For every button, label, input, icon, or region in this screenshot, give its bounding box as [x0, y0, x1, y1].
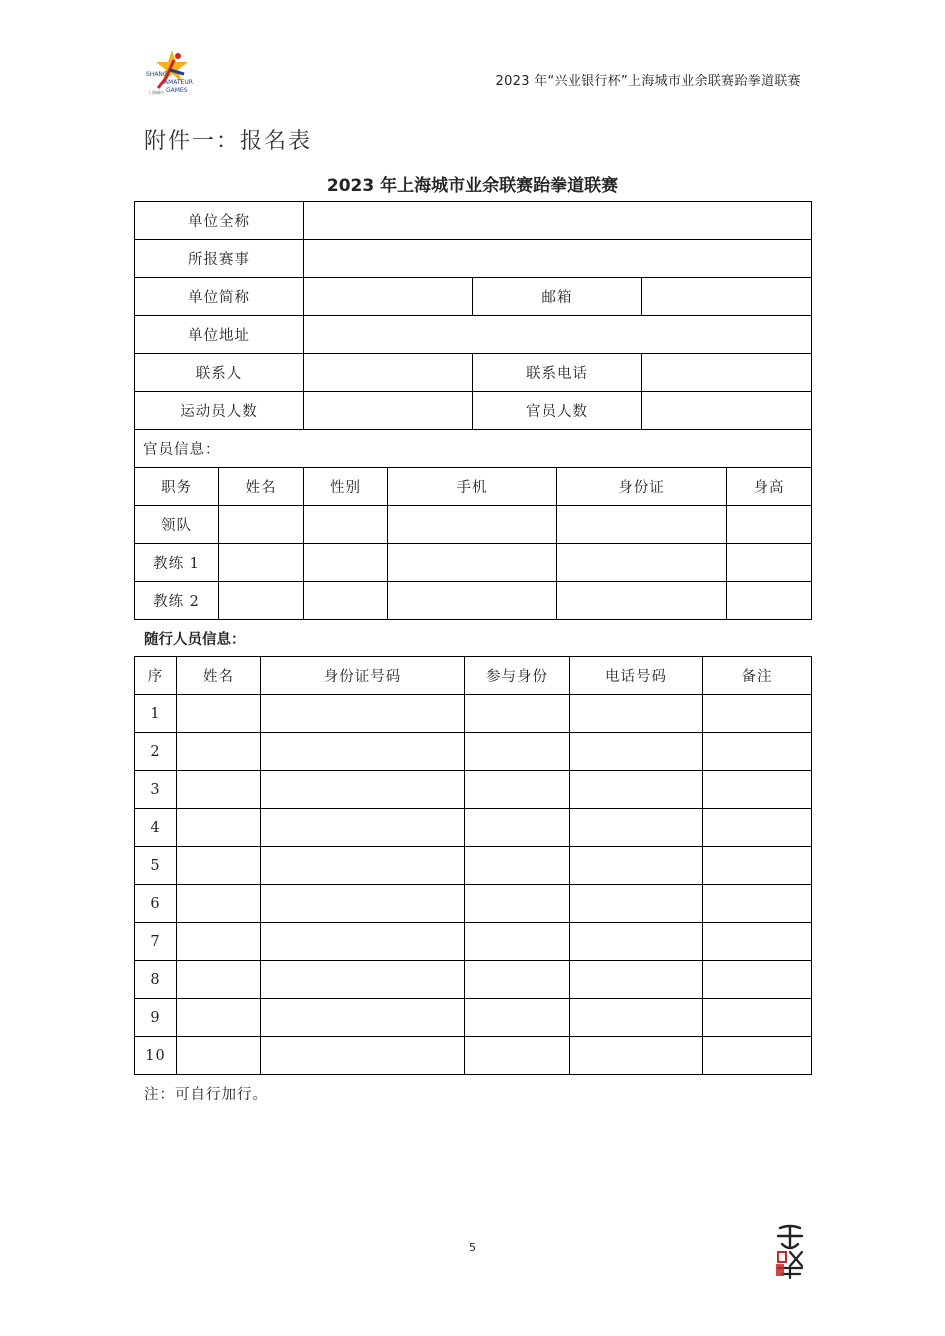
phone-field[interactable] — [570, 847, 703, 885]
official-mobile-field[interactable] — [388, 544, 557, 582]
email-field[interactable] — [642, 278, 812, 316]
official-name-field[interactable] — [219, 506, 304, 544]
address-field[interactable] — [304, 316, 812, 354]
phone-field[interactable] — [570, 695, 703, 733]
companion-row — [135, 847, 812, 885]
remarks-field[interactable] — [703, 961, 812, 999]
companion-row — [135, 961, 812, 999]
full-name-label: 单位全称 — [135, 202, 304, 240]
official-row — [135, 582, 812, 620]
official-row — [135, 544, 812, 582]
row-officials-heading — [135, 430, 812, 468]
companions-section-label: 随行人员信息： — [144, 632, 246, 648]
id-number-field[interactable] — [261, 961, 465, 999]
row-number: 10 — [135, 1037, 177, 1075]
column-header: 性别 — [304, 468, 388, 506]
event-label: 所报赛事 — [135, 240, 304, 278]
id-number-field[interactable] — [261, 847, 465, 885]
athlete-count-label: 运动员人数 — [135, 392, 304, 430]
official-role: 教练 1 — [135, 544, 219, 582]
column-header: 身高 — [727, 468, 812, 506]
page-number: 5 — [469, 1241, 476, 1254]
remarks-field[interactable] — [703, 771, 812, 809]
row-number: 4 — [135, 809, 177, 847]
svg-text:上海城市: 上海城市 — [148, 90, 164, 95]
svg-text:AMATEUR: AMATEUR — [164, 79, 193, 86]
id-number-field[interactable] — [261, 733, 465, 771]
name-field[interactable] — [177, 733, 261, 771]
companions-table — [134, 656, 812, 1075]
row-number: 8 — [135, 961, 177, 999]
id-number-field[interactable] — [261, 885, 465, 923]
role-field[interactable] — [465, 999, 570, 1037]
remarks-field[interactable] — [703, 1037, 812, 1075]
id-number-field[interactable] — [261, 695, 465, 733]
row-number: 7 — [135, 923, 177, 961]
registration-table — [134, 201, 812, 620]
row-number: 9 — [135, 999, 177, 1037]
role-field[interactable] — [465, 1037, 570, 1075]
running-header: 2023 年“兴业银行杯”上海城市业余联赛跆拳道联赛 — [495, 74, 801, 89]
column-header: 手机 — [388, 468, 557, 506]
official-id-field[interactable] — [557, 582, 727, 620]
id-number-field[interactable] — [261, 923, 465, 961]
official-id-field[interactable] — [557, 544, 727, 582]
role-field[interactable] — [465, 885, 570, 923]
remarks-field[interactable] — [703, 885, 812, 923]
id-number-field[interactable] — [261, 809, 465, 847]
companion-row — [135, 733, 812, 771]
official-name-field[interactable] — [219, 582, 304, 620]
official-height-field[interactable] — [727, 544, 812, 582]
row-event — [135, 240, 812, 278]
id-number-field[interactable] — [261, 999, 465, 1037]
name-field[interactable] — [177, 961, 261, 999]
name-field[interactable] — [177, 885, 261, 923]
id-number-field[interactable] — [261, 771, 465, 809]
full-name-field[interactable] — [304, 202, 812, 240]
row-full-name — [135, 202, 812, 240]
role-field[interactable] — [465, 847, 570, 885]
official-count-field[interactable] — [642, 392, 812, 430]
name-field[interactable] — [177, 809, 261, 847]
official-height-field[interactable] — [727, 582, 812, 620]
phone-field[interactable] — [570, 885, 703, 923]
companion-row — [135, 695, 812, 733]
column-header: 职务 — [135, 468, 219, 506]
column-header: 电话号码 — [570, 657, 703, 695]
remarks-field[interactable] — [703, 809, 812, 847]
athlete-count-field[interactable] — [304, 392, 473, 430]
role-field[interactable] — [465, 733, 570, 771]
svg-text:GAMES: GAMES — [166, 87, 188, 94]
row-number: 5 — [135, 847, 177, 885]
name-field[interactable] — [177, 923, 261, 961]
official-gender-field[interactable] — [304, 582, 388, 620]
row-number: 2 — [135, 733, 177, 771]
remarks-field[interactable] — [703, 733, 812, 771]
role-field[interactable] — [465, 961, 570, 999]
role-field[interactable] — [465, 809, 570, 847]
role-field[interactable] — [465, 771, 570, 809]
name-field[interactable] — [177, 771, 261, 809]
official-gender-field[interactable] — [304, 506, 388, 544]
official-row — [135, 506, 812, 544]
companion-row — [135, 923, 812, 961]
name-field[interactable] — [177, 695, 261, 733]
amateur-games-logo — [144, 48, 200, 102]
row-number: 1 — [135, 695, 177, 733]
column-header: 身份证 — [557, 468, 727, 506]
remarks-field[interactable] — [703, 923, 812, 961]
role-field[interactable] — [465, 695, 570, 733]
phone-field[interactable] — [570, 733, 703, 771]
official-mobile-field[interactable] — [388, 506, 557, 544]
companion-row — [135, 809, 812, 847]
column-header: 姓名 — [219, 468, 304, 506]
phone-field[interactable] — [570, 1037, 703, 1075]
official-mobile-field[interactable] — [388, 582, 557, 620]
remarks-field[interactable] — [703, 999, 812, 1037]
event-field[interactable] — [304, 240, 812, 278]
column-header: 姓名 — [177, 657, 261, 695]
official-height-field[interactable] — [727, 506, 812, 544]
phone-field[interactable] — [570, 961, 703, 999]
row-contact — [135, 354, 812, 392]
official-gender-field[interactable] — [304, 544, 388, 582]
column-header: 序 — [135, 657, 177, 695]
address-label: 单位地址 — [135, 316, 304, 354]
companion-row — [135, 771, 812, 809]
phone-field[interactable] — [642, 354, 812, 392]
name-field[interactable] — [177, 999, 261, 1037]
remarks-field[interactable] — [703, 847, 812, 885]
calligraphy-seal-icon — [772, 1222, 808, 1280]
column-header: 参与身份 — [465, 657, 570, 695]
name-field[interactable] — [177, 847, 261, 885]
email-label: 邮箱 — [473, 278, 642, 316]
companion-row — [135, 1037, 812, 1075]
official-role: 教练 2 — [135, 582, 219, 620]
companion-row — [135, 999, 812, 1037]
contact-field[interactable] — [304, 354, 473, 392]
attachment-heading: 附件一：报名表 — [144, 129, 313, 154]
row-counts — [135, 392, 812, 430]
name-field[interactable] — [177, 1037, 261, 1075]
row-number: 6 — [135, 885, 177, 923]
id-number-field[interactable] — [261, 1037, 465, 1075]
phone-field[interactable] — [570, 999, 703, 1037]
row-address — [135, 316, 812, 354]
official-name-field[interactable] — [219, 544, 304, 582]
column-header: 备注 — [703, 657, 812, 695]
row-number: 3 — [135, 771, 177, 809]
phone-field[interactable] — [570, 809, 703, 847]
short-name-label: 单位简称 — [135, 278, 304, 316]
official-role: 领队 — [135, 506, 219, 544]
remarks-field[interactable] — [703, 695, 812, 733]
phone-label: 联系电话 — [473, 354, 642, 392]
row-short-name — [135, 278, 812, 316]
companion-row — [135, 885, 812, 923]
official-count-label: 官员人数 — [473, 392, 642, 430]
officials-header-row — [135, 468, 812, 506]
footnote: 注：可自行加行。 — [144, 1087, 268, 1103]
companions-header-row — [135, 657, 812, 695]
phone-field[interactable] — [570, 923, 703, 961]
column-header: 身份证号码 — [261, 657, 465, 695]
form-title: 2023 年上海城市业余联赛跆拳道联赛 — [326, 176, 619, 196]
contact-label: 联系人 — [135, 354, 304, 392]
short-name-field[interactable] — [304, 278, 473, 316]
official-id-field[interactable] — [557, 506, 727, 544]
officials-section-label: 官员信息： — [135, 430, 812, 468]
role-field[interactable] — [465, 923, 570, 961]
svg-text:SHANG: SHANG — [146, 71, 168, 78]
phone-field[interactable] — [570, 771, 703, 809]
